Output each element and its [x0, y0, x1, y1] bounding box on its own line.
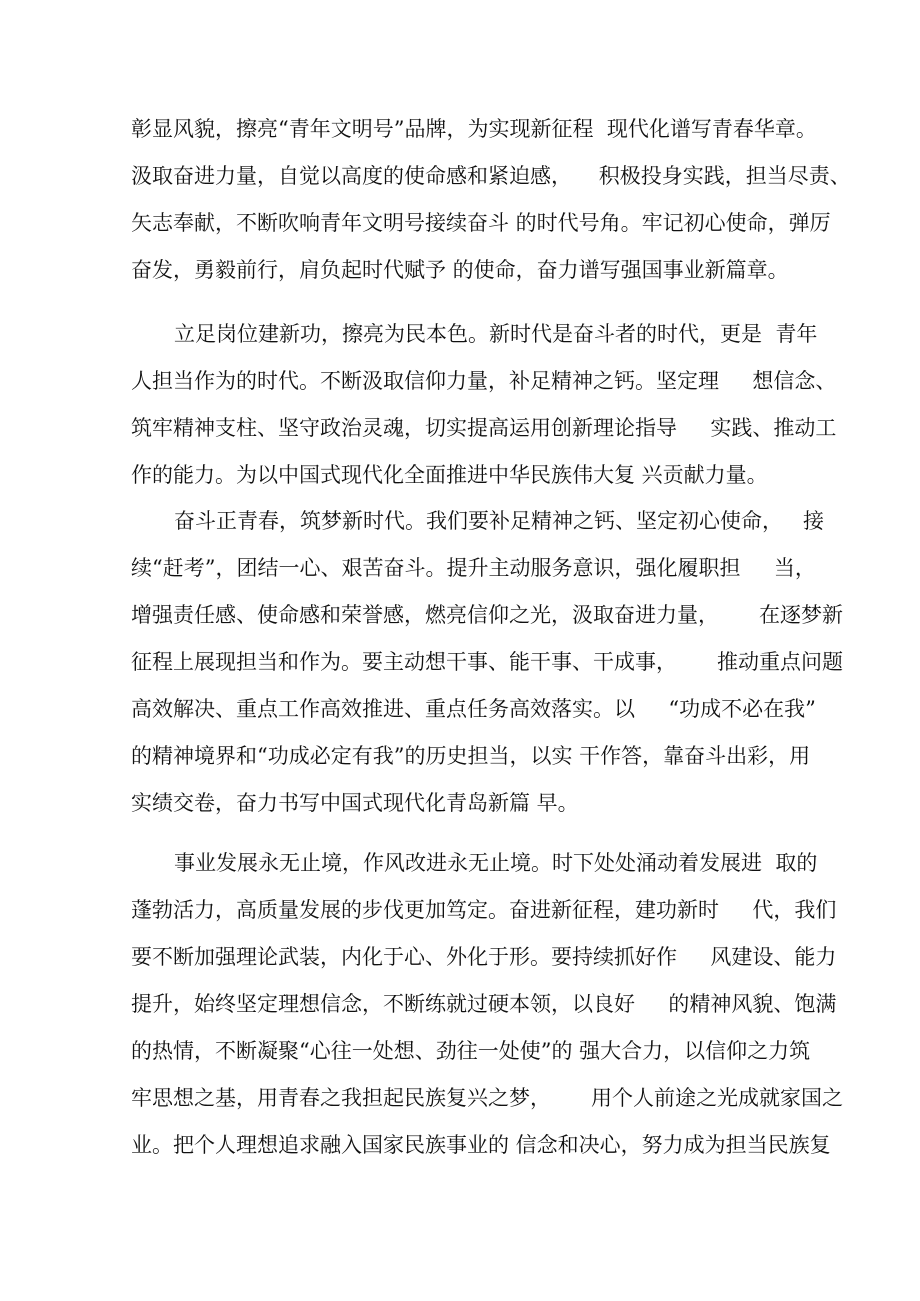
paragraph-line: 征程上展现担当和作为。要主动想干事、能干事、干成事， 推动重点问题	[131, 650, 844, 674]
paragraph-line: 事业发展永无止境，作风改进永无止境。时下处处涌动着发展进 取的	[174, 851, 818, 875]
paragraph-line: 筑牢精神支柱、坚守政治灵魂，切实提高运用创新理论指导 实践、推动工	[131, 416, 837, 440]
paragraph-line: 作的能力。为以中国式现代化全面推进中华民族伟大复 兴贡献力量。	[131, 463, 768, 487]
paragraph-line: 奋斗正青春，筑梦新时代。我们要补足精神之钙、坚定初心使命， 接	[174, 509, 825, 533]
paragraph-line: 的热情，不断凝聚“心往一处想、劲往一处使”的 强大合力，以信仰之力筑	[131, 1039, 811, 1063]
paragraph-line: 实绩交卷，奋力书写中国式现代化青岛新篇 早。	[131, 791, 579, 815]
paragraph-line: 奋发，勇毅前行，肩负起时代赋予 的使命，奋力谱写强国事业新篇章。	[131, 258, 789, 282]
paragraph-line: 高效解决、重点工作高效推进、重点任务高效落实。以 “功成不必在我”	[131, 697, 816, 721]
paragraph-line: 彰显风貌，擦亮“青年文明号”品牌，为实现新征程 现代化谱写青春华章。	[131, 117, 817, 141]
paragraph-line: 业。把个人理想追求融入国家民族事业的 信念和决心，努力成为担当民族复	[131, 1133, 831, 1157]
paragraph-line: 要不断加强理论武装，内化于心、外化于形。要持续抓好作 风建设、能力	[131, 945, 837, 969]
paragraph-line: 续“赶考”，团结一心、艰苦奋斗。提升主动服务意识，强化履职担 当，	[131, 556, 816, 580]
paragraph-line: 的精神境界和“功成必定有我”的历史担当，以实 干作答，靠奋斗出彩，用	[131, 744, 811, 768]
paragraph-line: 矢志奉献，不断吹响青年文明号接续奋斗 的时代号角。牢记初心使命，弹厉	[131, 211, 831, 235]
paragraph-line: 汲取奋进力量，自觉以高度的使命感和紧迫感， 积极投身实践，担当尽责、	[131, 164, 851, 188]
paragraph-line: 人担当作为的时代。不断汲取信仰力量，补足精神之钙。坚定理 想信念、	[131, 369, 837, 393]
paragraph-line: 立足岗位建新功，擦亮为民本色。新时代是奋斗者的时代，更是 青年	[174, 322, 818, 346]
paragraph-line: 提升，始终坚定理想信念，不断练就过硬本领，以良好 的精神风貌、饱满	[131, 992, 837, 1016]
paragraph-line: 增强责任感、使命感和荣誉感，燃亮信仰之光，汲取奋进力量， 在逐梦新	[131, 603, 844, 627]
paragraph-line: 牢思想之基，用青春之我担起民族复兴之梦， 用个人前途之光成就家国之	[131, 1086, 844, 1110]
paragraph-line: 蓬勃活力，高质量发展的步伐更加笃定。奋进新征程，建功新时 代，我们	[131, 898, 837, 922]
